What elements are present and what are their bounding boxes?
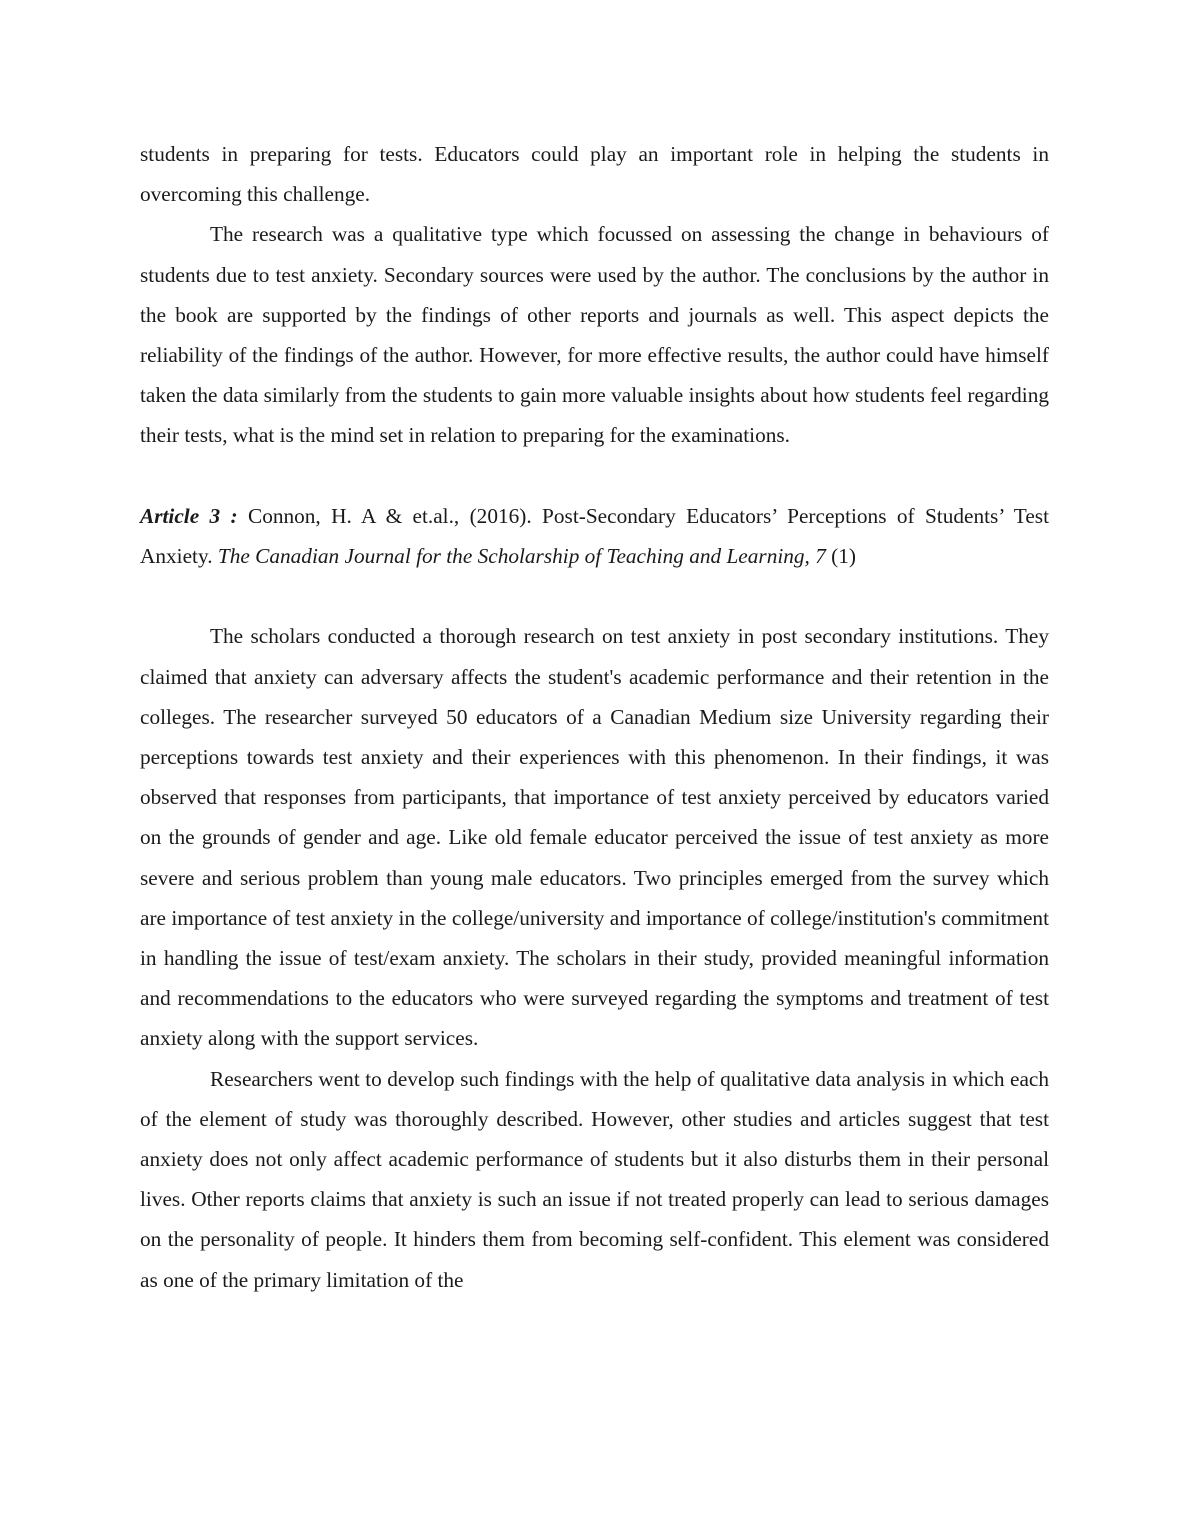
paragraph-research-method: The research was a qualitative type which focussed on assessing the change in behaviours of students due to test anxiety. Secondary sources were used by the author. The conclusions by the author in the book are supported by the findings of other reports and journals as well. This aspect depicts the reliability of the findings of the author. However, for more effective results, the author could have himself taken the data similarly from the students to gain more valuable insights about how students feel regarding their tests, what is the mind set in relation to preparing for the examinations. — [140, 222, 1049, 448]
article-citation — [140, 496, 1049, 576]
citation-authors-title: Connon, H. A & et.al., (2016). Post-Secondary Educators’ Perceptions of Students’ Test Anxiety. — [140, 503, 1049, 569]
paragraph-spacer — [140, 576, 1049, 616]
paragraph-spacer — [140, 456, 1049, 496]
document-page — [140, 134, 1049, 1300]
citation-journal: The Canadian Journal for the Scholarship of Teaching and Learning, 7 — [217, 544, 826, 569]
paragraph-continuation: students in preparing for tests. Educators could play an important role in helping the students in overcoming this challenge. — [140, 142, 1049, 207]
paragraph-article-summary: The scholars conducted a thorough research on test anxiety in post secondary institutions. They claimed that anxiety can adversary affects the student's academic performance and their retention in the colleges. The researcher surveyed 50 educators of a Canadian Medium size University regarding their perceptions towards test anxiety and their experiences with this phenomenon. In their findings, it was observed that responses from participants, that importance of test anxiety perceived by educators varied on the grounds of gender and age. Like old female educator perceived the issue of test anxiety as more severe and serious problem than young male educators. Two principles emerged from the survey which are importance of test anxiety in the college/university and importance of college/institution's commitment in handling the issue of test/exam anxiety. The scholars in their study, provided meaningful information and recommendations to the educators who were surveyed regarding the symptoms and treatment of test anxiety along with the support services. — [140, 624, 1049, 1051]
citation-label: Article 3 : — [140, 503, 238, 528]
citation-issue: (1) — [825, 544, 857, 569]
paragraph-article-critique: Researchers went to develop such findings with the help of qualitative data analysis in which each of the element of study was thoroughly described. However, other studies and articles suggest that test anxiety does not only affect academic performance of students but it also disturbs them in their personal lives. Other reports claims that anxiety is such an issue if not treated properly can lead to serious damages on the personality of people. It hinders them from becoming self-confident. This element was considered as one of the primary limitation of the — [140, 1066, 1049, 1292]
